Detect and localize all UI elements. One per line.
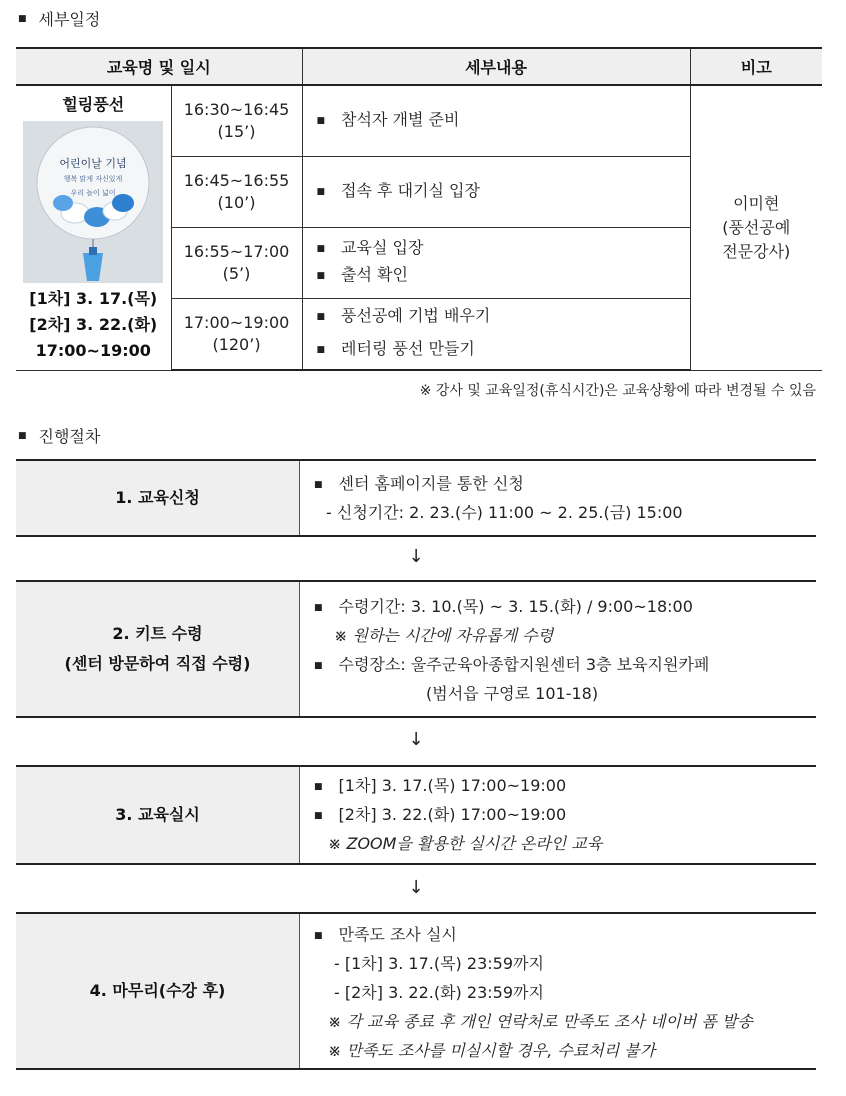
time-cell (171, 299, 302, 371)
square-bullet-icon: ■ (18, 13, 27, 24)
step-line: (범서읍 구영로 101-18) (426, 684, 599, 703)
square-bullet-icon: ■ (316, 345, 326, 355)
time-range: 16:55~17:00 (183, 242, 290, 261)
detail-cell (302, 299, 690, 371)
time-duration: (120’) (212, 335, 261, 354)
table-row (16, 85, 822, 157)
step-label-line: (센터 방문하여 직접 수령) (64, 654, 251, 673)
course-name: 힐링풍선 (62, 95, 125, 114)
square-bullet-icon: ■ (314, 661, 323, 671)
procedure-step-4 (16, 912, 816, 1070)
step-label (16, 914, 300, 1068)
step-line: - [1차] 3. 17.(목) 23:59까지 (334, 954, 544, 973)
time-duration: (10’) (217, 193, 256, 212)
step-line: 센터 홈페이지를 통한 신청 (338, 474, 524, 493)
detail-item: 출석 확인 (341, 265, 408, 284)
square-bullet-icon: ■ (18, 430, 27, 441)
procedure-step-3 (16, 765, 816, 865)
section-title-procedure (18, 425, 100, 449)
detail-item: 교육실 입장 (341, 238, 424, 257)
balloon-photo (23, 121, 163, 283)
detail-item: 접속 후 대기실 입장 (341, 180, 480, 200)
square-bullet-icon: ■ (316, 186, 326, 197)
step-line: ※ ZOOM을 활용한 실시간 온라인 교육 (328, 834, 603, 853)
square-bullet-icon: ■ (316, 271, 326, 281)
schedule-footnote: ※ 강사 및 교육일정(휴식시간)은 교육상황에 따라 변경될 수 있음 (419, 383, 816, 399)
header-note: 비고 (690, 48, 822, 85)
procedure-step-1 (16, 459, 816, 537)
step-line: 수령기간: 3. 10.(목) ~ 3. 15.(화) / 9:00~18:00 (338, 597, 693, 616)
course-date-2: [2차] 3. 22.(화) (29, 315, 158, 334)
step-content (300, 461, 816, 535)
section-title-schedule (18, 8, 100, 32)
square-bullet-icon: ■ (316, 115, 326, 126)
step-line: ※ 만족도 조사를 미실시할 경우, 수료처리 불가 (328, 1041, 656, 1060)
time-cell (171, 157, 302, 228)
schedule-table (16, 47, 822, 371)
course-time: 17:00~19:00 (35, 341, 151, 360)
time-duration: (15’) (217, 122, 256, 141)
course-date-1: [1차] 3. 17.(목) (29, 289, 158, 308)
time-duration: (5’) (222, 264, 251, 283)
arrow-down-icon: ↓ (408, 729, 424, 750)
arrow-down-icon: ↓ (408, 877, 424, 898)
step-label-line: 1. 교육신청 (115, 488, 200, 507)
time-range: 16:30~16:45 (183, 100, 290, 119)
step-label-line: 3. 교육실시 (115, 805, 200, 824)
detail-item: 레터링 풍선 만들기 (341, 339, 475, 358)
section-title-text: 세부일정 (38, 10, 101, 29)
step-line: ※ 각 교육 종료 후 개인 연락처로 만족도 조사 네이버 폼 발송 (328, 1012, 753, 1031)
instructor-role: 전문강사) (722, 241, 791, 261)
time-range: 17:00~19:00 (183, 313, 290, 332)
instructor-name: 이미현 (733, 193, 780, 213)
square-bullet-icon: ■ (314, 931, 323, 941)
section-title-text: 진행절차 (38, 427, 101, 446)
step-line: [2차] 3. 22.(화) 17:00~19:00 (338, 805, 567, 824)
step-line: ※ 원하는 시간에 자유롭게 수령 (334, 626, 554, 645)
square-bullet-icon: ■ (314, 811, 323, 821)
step-label (16, 461, 300, 535)
detail-item: 풍선공예 기법 배우기 (341, 306, 491, 325)
detail-cell (302, 228, 690, 299)
step-content (300, 582, 816, 716)
step-label-line: 2. 키트 수령 (112, 624, 203, 643)
procedure-step-2 (16, 580, 816, 718)
step-content (300, 914, 816, 1068)
detail-item: 참석자 개별 준비 (341, 109, 460, 129)
detail-cell (302, 85, 690, 157)
step-line: - [2차] 3. 22.(화) 23:59까지 (334, 983, 544, 1002)
course-dates (16, 286, 171, 364)
photo-text-line: 우리 놀이 넓이 (70, 189, 116, 197)
square-bullet-icon: ■ (316, 312, 326, 322)
header-detail: 세부내용 (302, 48, 690, 85)
header-course: 교육명 및 일시 (16, 48, 302, 85)
step-label-line: 4. 마무리(수강 후) (89, 981, 226, 1000)
photo-text-line: 행복 맑게 자신있게 (63, 175, 123, 183)
step-line: 만족도 조사 실시 (338, 925, 457, 944)
time-cell (171, 85, 302, 157)
square-bullet-icon: ■ (314, 782, 323, 792)
arrow-down-icon: ↓ (408, 546, 424, 567)
square-bullet-icon: ■ (314, 603, 323, 613)
instructor-cell (690, 85, 822, 370)
step-content (300, 767, 816, 863)
detail-cell (302, 157, 690, 228)
time-cell (171, 228, 302, 299)
table-header-row (16, 48, 822, 85)
course-cell (16, 85, 171, 370)
square-bullet-icon: ■ (316, 244, 326, 254)
step-line: 수령장소: 울주군육아종합지원센터 3층 보육지원카페 (338, 655, 710, 674)
step-label (16, 582, 300, 716)
photo-text-line: 어린이날 기념 (59, 157, 127, 170)
time-range: 16:45~16:55 (183, 171, 290, 190)
step-line: [1차] 3. 17.(목) 17:00~19:00 (338, 776, 567, 795)
step-label (16, 767, 300, 863)
step-line: - 신청기간: 2. 23.(수) 11:00 ~ 2. 25.(금) 15:00 (326, 503, 683, 522)
square-bullet-icon: ■ (314, 480, 323, 490)
instructor-role: (풍선공예 (722, 217, 791, 237)
